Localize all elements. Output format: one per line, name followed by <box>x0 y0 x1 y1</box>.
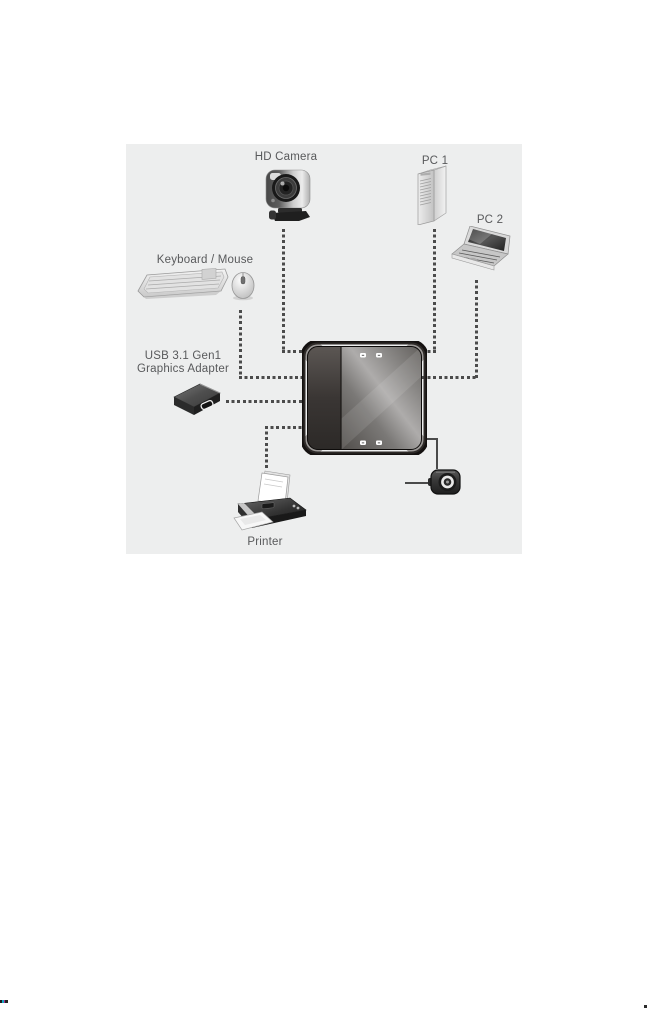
mouse-icon <box>230 271 256 301</box>
printer-label: Printer <box>247 536 283 548</box>
pc2-connection-line-vertical <box>475 280 478 379</box>
usb-adapter-label-line2: Graphics Adapter <box>136 363 230 375</box>
printer-icon <box>232 470 316 536</box>
keyboard-icon <box>136 266 230 300</box>
printer-connection-line-horizontal <box>265 426 305 429</box>
pc1-connection-line-vertical <box>433 229 436 353</box>
pc2-label: PC 2 <box>476 214 504 226</box>
usb-graphics-adapter-icon <box>168 381 224 417</box>
usb-adapter-label-line1: USB 3.1 Gen1 <box>144 350 222 362</box>
remote-port-selector-icon <box>427 467 463 497</box>
pc1-tower-icon <box>412 165 452 225</box>
pc2-laptop-icon <box>450 226 514 274</box>
pc2-connection-line-horizontal <box>422 376 478 379</box>
printer-connection-line-vertical <box>265 426 268 471</box>
usb-adapter-label <box>137 350 229 376</box>
usb-switch-device <box>302 341 427 455</box>
remote-callout-line-vertical <box>436 438 438 469</box>
pc1-label: PC 1 <box>421 155 449 167</box>
remote-wire <box>405 482 429 484</box>
keyboard-mouse-connection-line-horizontal <box>239 376 305 379</box>
keyboard-mouse-connection-line-vertical <box>239 310 242 379</box>
adapter-connection-line <box>226 400 305 403</box>
camera-connection-line-vertical <box>282 229 285 353</box>
hd-camera-icon <box>265 167 313 223</box>
keyboard-mouse-label: Keyboard / Mouse <box>156 254 254 266</box>
page-edge-artifact-bottom-right <box>644 1005 647 1008</box>
hd-camera-label: HD Camera <box>254 151 318 163</box>
page-edge-artifact-bottom-left <box>0 1000 8 1003</box>
diagram-panel <box>126 144 522 554</box>
